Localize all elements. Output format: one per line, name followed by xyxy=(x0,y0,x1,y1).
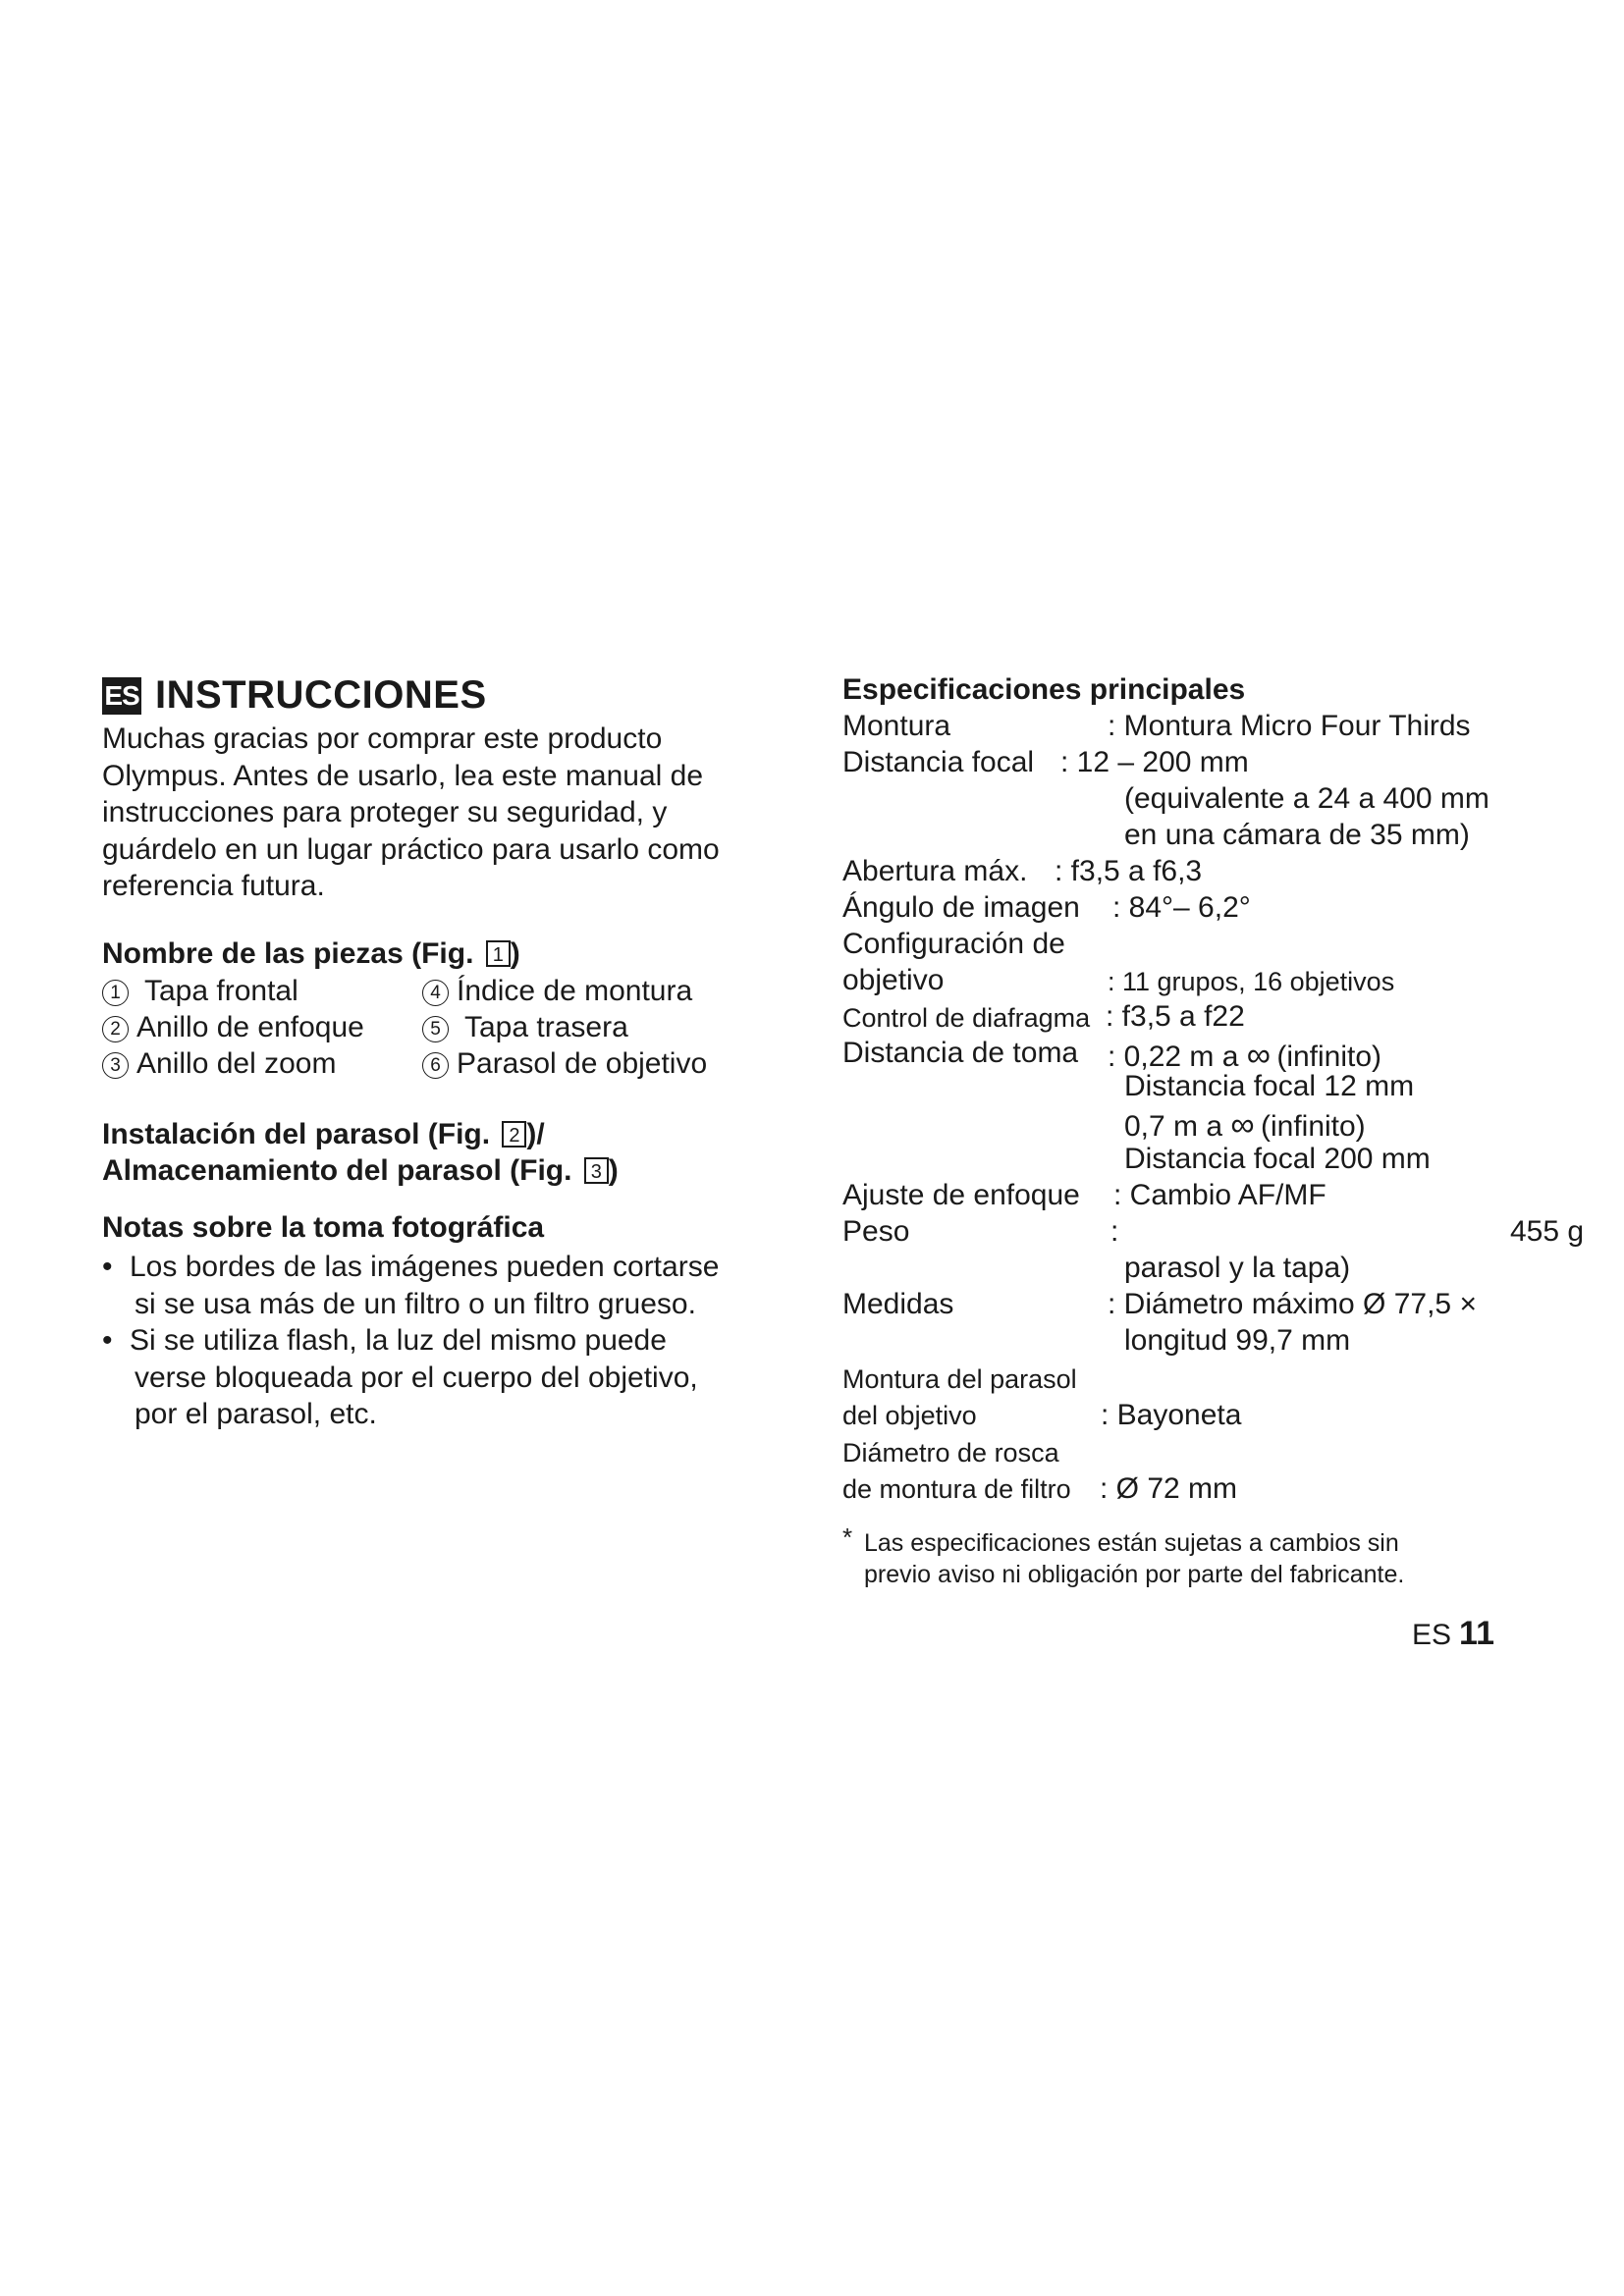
spec-label-diaphragm: Control de diafragma xyxy=(842,1003,1091,1033)
circled-number-icon: 1 xyxy=(102,980,129,1006)
circled-number-icon: 2 xyxy=(102,1016,129,1042)
spec-label-filter: de montura de filtro xyxy=(842,1474,1071,1504)
intro-line: guárdelo en un lugar práctico para usarlo como xyxy=(102,832,720,866)
note-item: • Si se utiliza flash, la luz del mismo puede verse bloqueada por el cuerpo del objetivo, por el parasol, etc. xyxy=(102,1324,698,1430)
asterisk-icon: * xyxy=(842,1522,853,1552)
spec-value-focus: : Cambio AF/MF xyxy=(1113,1179,1326,1211)
spec-value-filter: : Ø 72 mm xyxy=(1100,1472,1238,1505)
spec-label-aperture: Abertura máx. xyxy=(842,855,1028,887)
spec-label-mount: Montura xyxy=(842,710,951,742)
spec-value-aperture: : f3,5 a f6,3 xyxy=(1055,855,1203,887)
spec-value-weight: 455 g xyxy=(1510,1215,1585,1248)
spec-value-shooting: Distancia focal 200 mm xyxy=(1124,1143,1431,1175)
footnote: * Las especificaciones están sujetas a cambios sin previo aviso ni obligación por parte del fabricante. xyxy=(842,1522,1405,1588)
part-item-6: 6 Parasol de objetivo xyxy=(422,1047,707,1081)
part-item-3: 3 Anillo del zoom xyxy=(102,1047,336,1081)
spec-value-shooting: 0,7 m a ∞ (infinito) xyxy=(1124,1106,1366,1144)
bullet-icon: • xyxy=(102,1324,113,1357)
spec-value-angle: : 84°– 6,2° xyxy=(1112,891,1251,924)
spec-value-size: longitud 99,7 mm xyxy=(1124,1324,1351,1357)
spec-value-weight-note: parasol y la tapa) xyxy=(1124,1252,1351,1284)
spec-label-size: Medidas xyxy=(842,1288,954,1320)
spec-value-mount: : Montura Micro Four Thirds xyxy=(1108,710,1471,742)
spec-value-diaphragm: : f3,5 a f22 xyxy=(1106,1000,1245,1033)
specs-heading: Especificaciones principales xyxy=(842,673,1246,706)
spec-label-shooting: Distancia de toma xyxy=(842,1037,1079,1069)
notes-heading: Notas sobre la toma fotográfica xyxy=(102,1211,545,1244)
spec-label-filter: Diámetro de rosca xyxy=(842,1438,1059,1468)
spec-label-config: Configuración de xyxy=(842,928,1065,960)
spec-label-focus: Ajuste de enfoque xyxy=(842,1179,1080,1211)
hood-install-heading: Instalación del parasol (Fig. 2 )/ xyxy=(102,1118,545,1150)
intro-line: Muchas gracias por comprar este producto xyxy=(102,722,663,755)
infinity-icon: ∞ xyxy=(1230,1106,1253,1144)
circled-number-icon: 5 xyxy=(422,1016,449,1042)
intro-line: instrucciones para proteger su seguridad, y xyxy=(102,796,668,828)
spec-label-config: objetivo xyxy=(842,964,945,996)
part-item-2: 2 Anillo de enfoque xyxy=(102,1011,364,1044)
infinity-icon: ∞ xyxy=(1246,1037,1269,1074)
language-badge-icon: ES xyxy=(102,677,141,715)
figure-ref-icon: 2 xyxy=(502,1121,526,1148)
circled-number-icon: 4 xyxy=(422,980,449,1006)
intro-line: referencia futura. xyxy=(102,870,325,902)
spec-label-weight: Peso xyxy=(842,1215,910,1248)
spec-value-config: : 11 grupos, 16 objetivos xyxy=(1108,967,1395,996)
part-item-5: 5 Tapa trasera xyxy=(422,1011,628,1044)
spec-label-hood-mount: del objetivo xyxy=(842,1401,977,1430)
parts-heading: Nombre de las piezas (Fig. 1 ) xyxy=(102,937,520,970)
circled-number-icon: 3 xyxy=(102,1052,129,1079)
circled-number-icon: 6 xyxy=(422,1052,449,1079)
spec-value-shooting: Distancia focal 12 mm xyxy=(1124,1070,1415,1102)
spec-value-focal-eq: en una cámara de 35 mm) xyxy=(1124,819,1470,851)
spec-value-focal: : 12 – 200 mm xyxy=(1060,746,1249,778)
spec-label-focal: Distancia focal xyxy=(842,746,1035,778)
bullet-icon: • xyxy=(102,1251,113,1283)
part-item-1: 1 Tapa frontal xyxy=(102,975,298,1008)
figure-ref-icon: 1 xyxy=(486,940,511,967)
hood-storage-heading: Almacenamiento del parasol (Fig. 3 ) xyxy=(102,1154,619,1187)
page-title: INSTRUCCIONES xyxy=(155,673,487,717)
page-number-value: 11 xyxy=(1459,1615,1494,1652)
intro-paragraph xyxy=(102,721,780,905)
section-title xyxy=(102,673,487,718)
spec-label-hood-mount: Montura del parasol xyxy=(842,1364,1077,1394)
spec-value-size: : Diámetro máximo Ø 77,5 × xyxy=(1108,1288,1477,1320)
note-item: • Los bordes de las imágenes pueden cortarse si se usa más de un filtro o un filtro grueso. xyxy=(102,1251,720,1320)
intro-line: Olympus. Antes de usarlo, lea este manual de xyxy=(102,759,704,792)
spec-value-shooting: : 0,22 m a ∞ (infinito) xyxy=(1108,1037,1382,1074)
spec-label-angle: Ángulo de imagen xyxy=(842,891,1080,924)
figure-ref-icon: 3 xyxy=(584,1157,609,1184)
page-number xyxy=(1412,1615,1494,1653)
spec-value-focal-eq: (equivalente a 24 a 400 mm xyxy=(1124,782,1489,815)
page-lang-code: ES xyxy=(1412,1619,1452,1651)
spec-value-weight-colon: : xyxy=(1110,1215,1119,1248)
spec-value-hood-mount: : Bayoneta xyxy=(1101,1399,1242,1431)
part-item-4: 4 Índice de montura xyxy=(422,975,692,1008)
